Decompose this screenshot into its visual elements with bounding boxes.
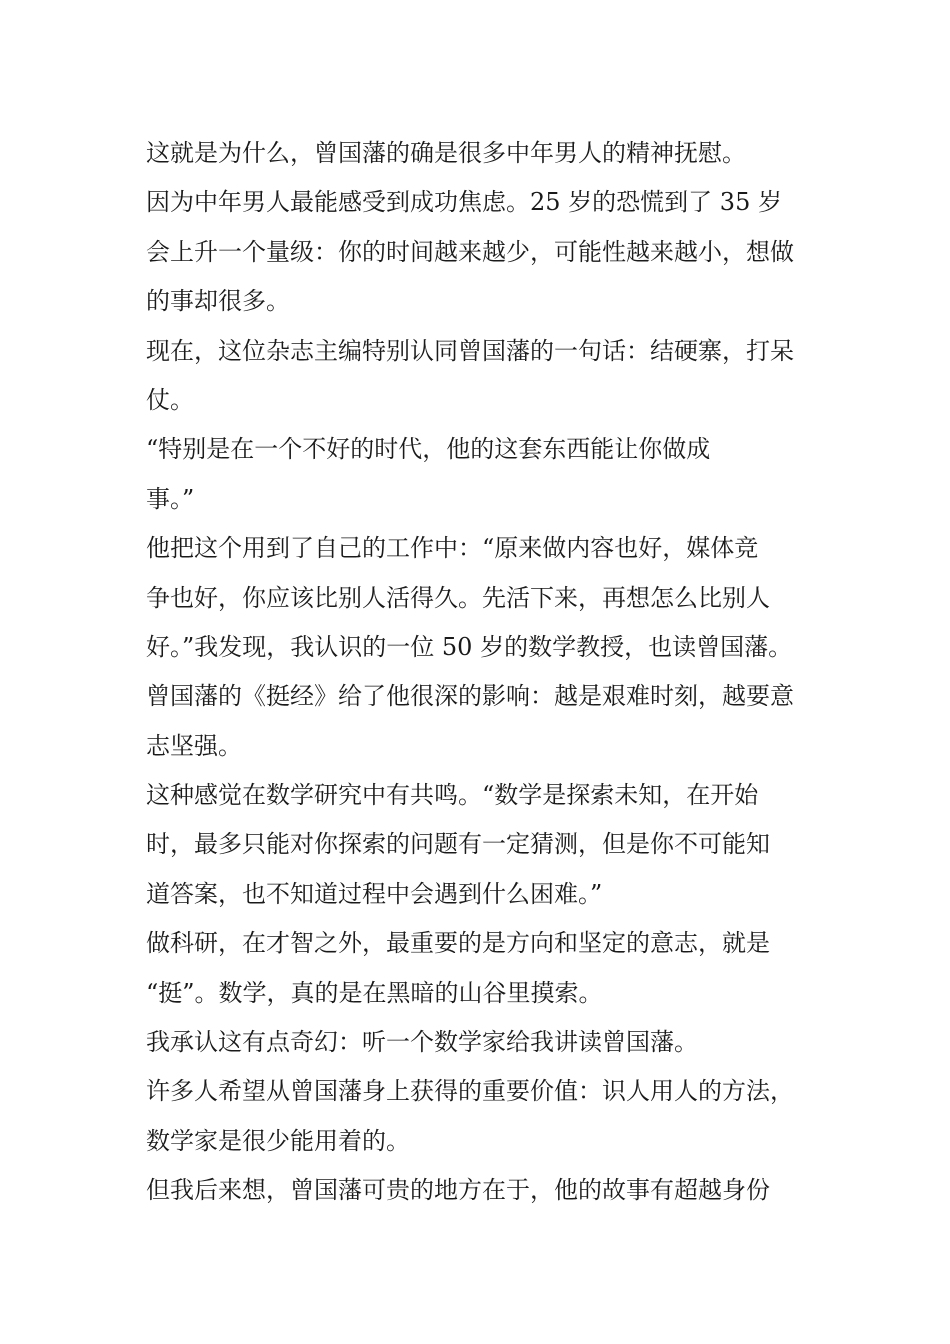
article-body [146, 129, 836, 1216]
text-line: 许多人希望从曾国藩身上获得的重要价值：识人用人的方法， [146, 1077, 794, 1106]
text-line: 好。”我发现，我认识的一位 50 岁的数学教授，也读曾国藩。 [146, 632, 793, 661]
text-line: 志坚强。 [146, 731, 242, 760]
text-line: 做科研，在才智之外，最重要的是方向和坚定的意志，就是 [146, 929, 770, 958]
text-line: 现在，这位杂志主编特别认同曾国藩的一句话：结硬寨，打呆 [146, 336, 794, 365]
text-line: 会上升一个量级：你的时间越来越少，可能性越来越小，想做 [146, 237, 794, 266]
text-line: 但我后来想，曾国藩可贵的地方在于，他的故事有超越身份 [146, 1176, 770, 1205]
text-line: 事。” [146, 484, 195, 513]
text-line: 这种感觉在数学研究中有共鸣。“数学是探索未知，在开始 [146, 781, 759, 810]
text-line: “特别是在一个不好的时代，他的这套东西能让你做成 [146, 435, 711, 464]
text-line: 曾国藩的《挺经》给了他很深的影响：越是艰难时刻，越要意 [146, 682, 794, 711]
text-line: 他把这个用到了自己的工作中：“原来做内容也好，媒体竞 [146, 534, 759, 563]
text-line: 争也好，你应该比别人活得久。先活下来，再想怎么比别人 [146, 583, 770, 612]
text-line: 的事却很多。 [146, 287, 290, 316]
text-line: “挺”。数学，真的是在黑暗的山谷里摸索。 [146, 978, 603, 1007]
text-line: 道答案，也不知道过程中会遇到什么困难。” [146, 879, 603, 908]
text-line: 数学家是很少能用着的。 [146, 1126, 410, 1155]
text-line: 因为中年男人最能感受到成功焦虑。25 岁的恐慌到了 35 岁 [146, 188, 782, 217]
text-line: 这就是为什么，曾国藩的确是很多中年男人的精神抚慰。 [146, 139, 746, 167]
text-line: 时，最多只能对你探索的问题有一定猜测，但是你不可能知 [146, 830, 770, 859]
text-line: 我承认这有点奇幻：听一个数学家给我讲读曾国藩。 [146, 1028, 698, 1057]
text-line: 仗。 [146, 385, 194, 414]
